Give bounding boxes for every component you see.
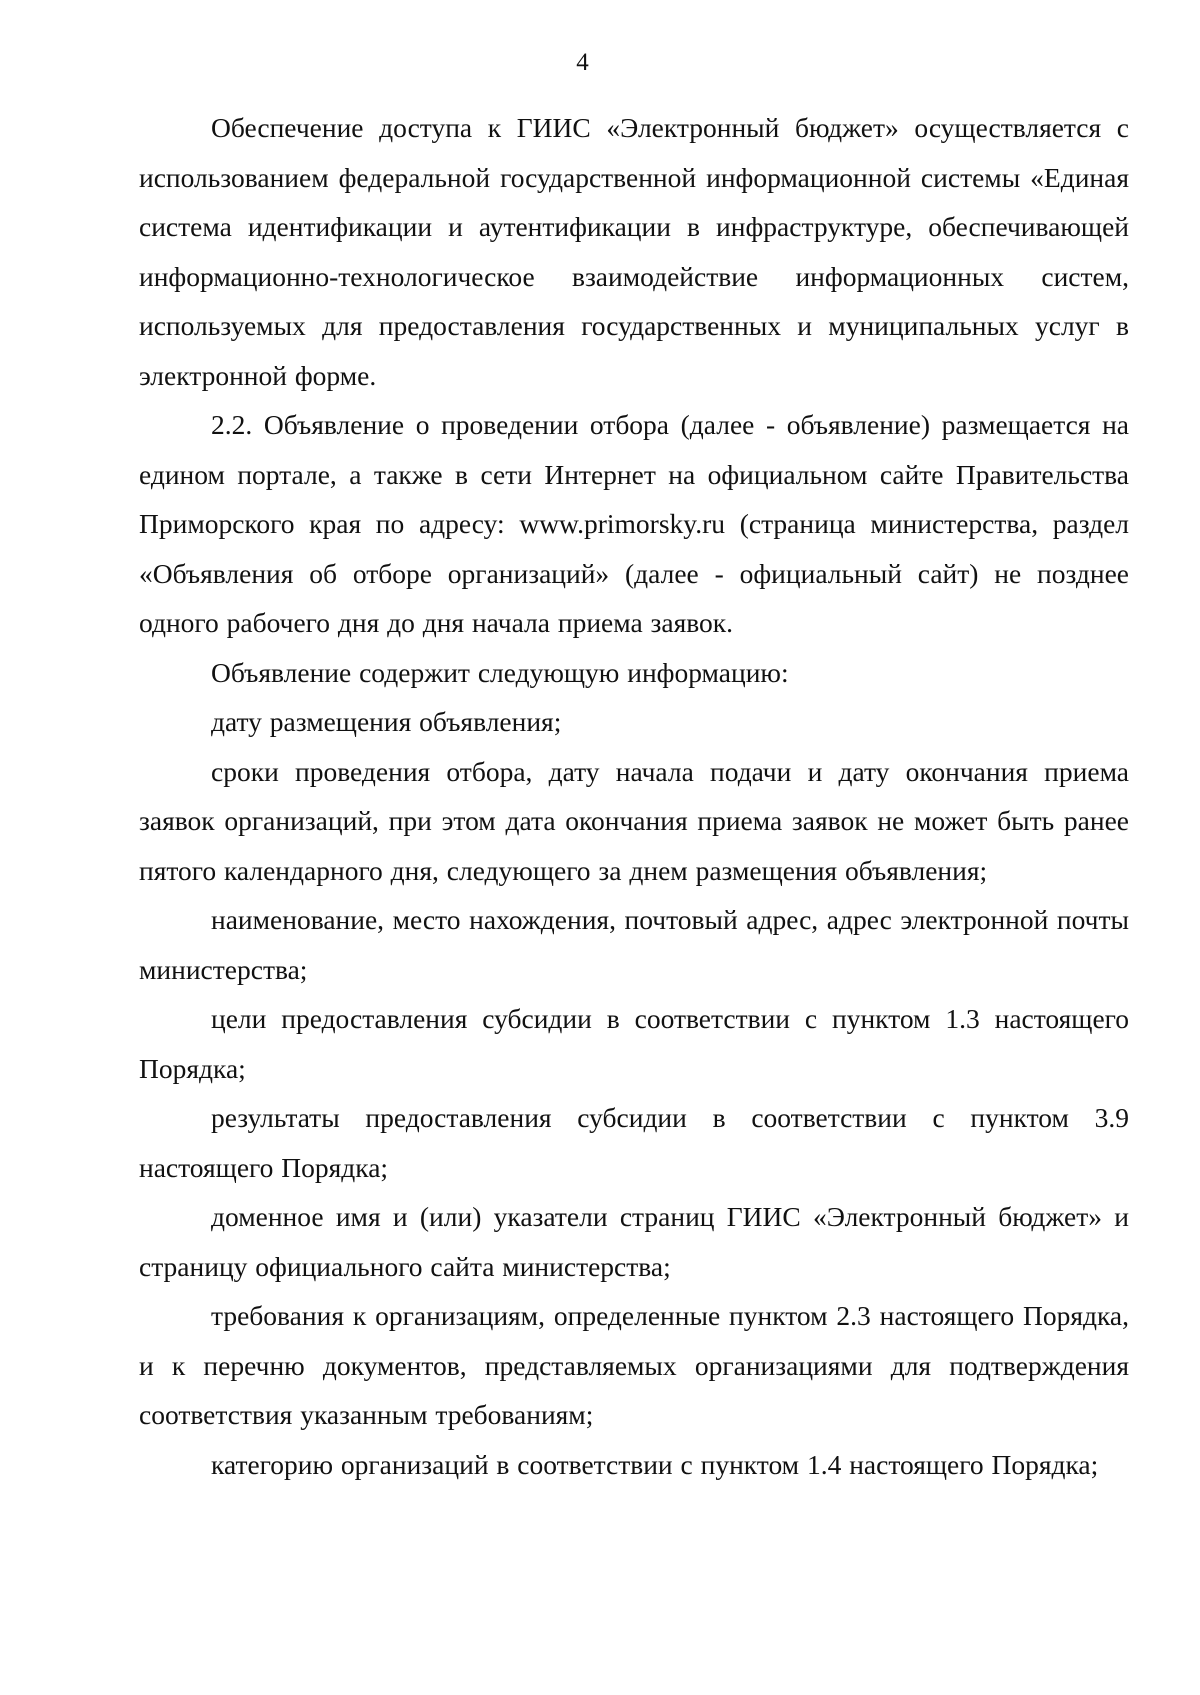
list-item-domain-name: доменное имя и (или) указатели страниц ГИИС «Электронный бюджет» и страницу официального сайта министерства; <box>139 1201 1129 1282</box>
paragraph-access-giis: Обеспечение доступа к ГИИС «Электронный бюджет» осуществляется с использованием федеральной государственной информационной системы «Единая система идентификации и аутентификации в инфраструктуре, обеспечивающей информационно-технологическое взаимодействие информационных систем, используемых для предоставления государственных и муниципальных услуг в электронной форме. <box>139 112 1129 391</box>
list-item-subsidy-results: результаты предоставления субсидии в соответствии с пунктом 3.9 настоящего Порядка; <box>139 1102 1129 1183</box>
list-item-posting-date: дату размещения объявления; <box>211 706 562 737</box>
page-number: 4 <box>576 49 589 76</box>
list-item-organization-requirements: требования к организациям, определенные пунктом 2.3 настоящего Порядка, и к перечню документов, представляемых организациями для подтверждения соответствия указанным требованиям; <box>139 1300 1129 1430</box>
list-item-ministry-contacts: наименование, место нахождения, почтовый адрес, адрес электронной почты министерства; <box>139 904 1129 985</box>
list-item-organization-category: категорию организаций в соответствии с пунктом 1.4 настоящего Порядка; <box>211 1448 1099 1480</box>
list-item-subsidy-goals: цели предоставления субсидии в соответствии с пунктом 1.3 настоящего Порядка; <box>139 1003 1129 1084</box>
list-item-selection-terms: сроки проведения отбора, дату начала подачи и дату окончания приема заявок организаций, при этом дата окончания приема заявок не может быть ранее пятого календарного дня, следующего за днем размещения объявления; <box>139 755 1129 886</box>
paragraph-announcement-contents: Объявление содержит следующую информацию: <box>211 656 789 688</box>
paragraph-2-2-announcement: 2.2. Объявление о проведении отбора (далее - объявление) размещается на едином портале, а также в сети Интернет на официальном сайте Правительства Приморского края по адресу: www.primorsky.ru (страница министерства, раздел «Объявления об отборе организаций» (далее - официальный сайт) не позднее одного рабочего дня до дня начала приема заявок. <box>139 409 1129 638</box>
document-body <box>139 103 1129 1489</box>
